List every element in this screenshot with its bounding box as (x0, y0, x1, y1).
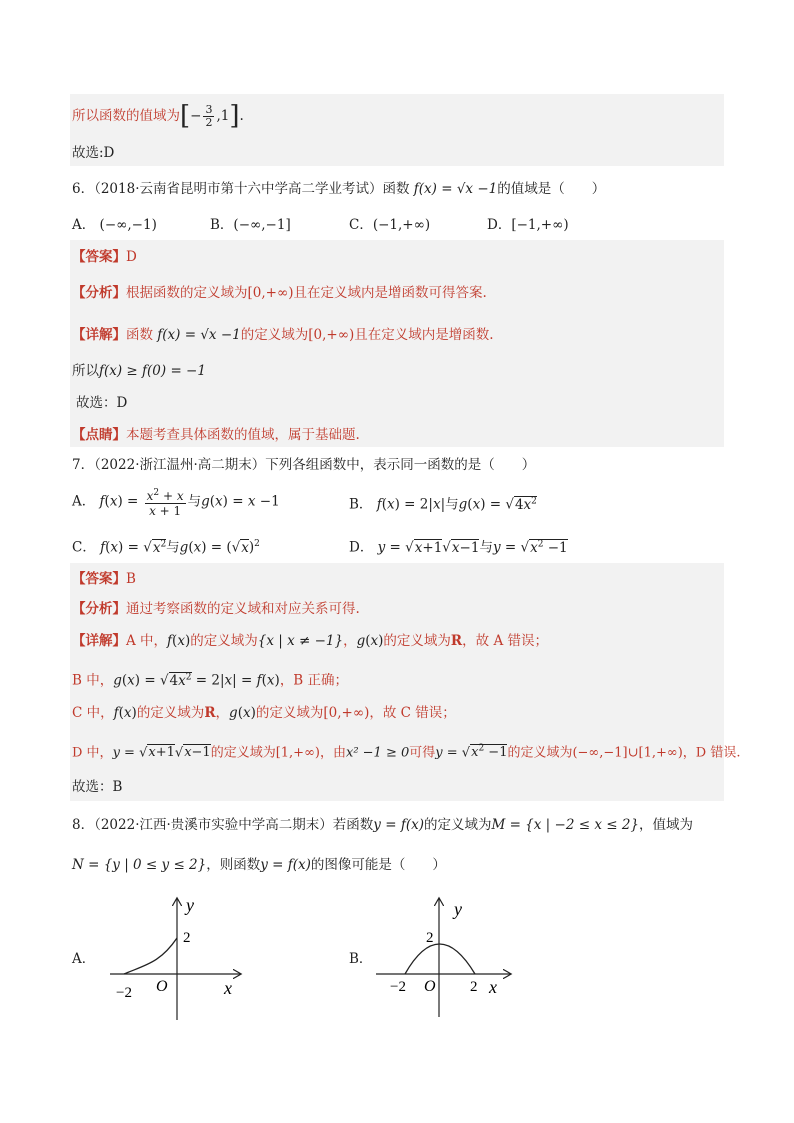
detail-text: 的定义域为[1,+∞)，由 (210, 745, 346, 761)
detail-text: 的定义域为 (383, 633, 451, 649)
detail-text: ，故 A 错误； (462, 633, 548, 649)
q6-option-a (72, 216, 157, 234)
fraction-denominator: 2 (205, 116, 213, 129)
answer-label: 【答案】 (72, 249, 126, 265)
detail-text: ， (343, 633, 357, 649)
option-label: A． (72, 217, 96, 233)
detail-text: 的定义域为(−∞,−1]∪[1,+∞)，D 错误. (507, 745, 741, 761)
origin-label: O (156, 978, 168, 995)
detail-inequality: x² −1 ≥ 0 (345, 745, 410, 761)
q7-detail-b: B 中，$g(x) = √4x^2 = 2|x| = f(x)$，B 正确； (72, 672, 349, 689)
q6-answer (72, 248, 137, 266)
range-tail: ,1 (216, 108, 230, 124)
so-math: f(x) ≥ f(0) = −1 (99, 363, 206, 379)
yu-text: 与 (166, 539, 180, 556)
prev-range-text: 所以函数的值域为 (72, 108, 180, 124)
q7-option-d: D． y = √x+1√x−1与$y = √x^2 -1$ (349, 539, 568, 556)
option-label: C． (349, 217, 373, 233)
q7-answer (72, 570, 136, 588)
q7-stem (72, 456, 535, 474)
math-expr: f (99, 493, 105, 510)
q8-function: y = f(x) (260, 857, 311, 873)
analysis-text: 根据函数的定义域为[0,+∞)且在定义域内是增函数可得答案. (126, 285, 487, 301)
q6-choice: 故选：D (76, 395, 128, 411)
origin-label: O (424, 978, 436, 995)
option-text: (−1,+∞) (372, 217, 431, 233)
q7-number: 7． (72, 457, 95, 473)
q7-option-b: B． f(x) = 2|x|与$g(x) = √4x^2$ (349, 496, 537, 513)
detail-text: A 中， (126, 633, 168, 649)
analysis-label: 【分析】 (72, 285, 126, 301)
bracket-right: ] (229, 101, 240, 131)
option-label: D． (487, 217, 512, 233)
option-text: (−∞,−1) (99, 217, 157, 233)
q8-domain-set: M = {x | −2 ≤ x ≤ 2} (491, 817, 639, 833)
detail-text: 的定义域为[0,+∞)且在定义域内是增函数. (240, 327, 494, 343)
q6-detail (72, 326, 494, 344)
q8-graph-a (100, 893, 270, 1023)
analysis-text: 通过考察函数的定义域和对应关系可得. (126, 601, 360, 617)
detail-text: 的定义域为 (190, 633, 258, 649)
q8-stem-text: （2022·江西·贵溪市实验中学高二期末）若函数 (94, 817, 374, 833)
yu-text: 与 (187, 493, 202, 510)
q8-graph-b-label: B． (349, 951, 373, 967)
tick-label-2: 2 (183, 930, 191, 946)
detail-text: ， (215, 705, 230, 721)
option-label: B． (349, 496, 373, 513)
option-label: A． (72, 493, 96, 510)
q6-option-d (487, 216, 569, 234)
q7-analysis (72, 600, 360, 618)
q7-detail-d: D 中，y = √x+1√x−1的定义域为[1,+∞)，由x² −1 ≥ 0可得$y = √x^2 -1$的定义域为(−∞,−1]∪[1,+∞)，D 错误. (72, 744, 741, 761)
option-label: D． (349, 539, 374, 556)
graph-b-curve (405, 944, 475, 974)
detail-set-r: R (450, 633, 463, 649)
y-axis-label: y (186, 895, 194, 915)
detail-text: C 中， (72, 705, 114, 721)
answer-value: B (126, 571, 136, 587)
option-label: B． (210, 217, 234, 233)
detail-set: {x | x ≠ −1} (257, 633, 344, 649)
yu-text: 与 (479, 539, 493, 556)
y-axis-label: y (454, 899, 462, 919)
x-axis-label: x (489, 977, 497, 997)
x-axis-label: x (224, 978, 232, 998)
tick-label-neg2: −2 (390, 979, 406, 995)
option-text: (−∞,−1] (233, 217, 291, 233)
q8-stem-line1 (72, 816, 693, 834)
prev-choice: 故选:D (72, 145, 115, 161)
detail-set-r: R (204, 705, 216, 721)
detail-text: B 中， (72, 672, 114, 689)
q6-comment (72, 426, 360, 444)
q7-detail-c: C 中，f(x)的定义域为R，g(x)的定义域为[0,+∞)，故 C 错误； (72, 705, 456, 721)
option-text: [−1,+∞) (511, 217, 569, 233)
q6-stem (72, 180, 605, 198)
detail-text: 的定义域为[0,+∞)，故 C 错误； (255, 705, 456, 721)
q6-so (72, 362, 206, 380)
detail-text: 可得 (409, 745, 436, 761)
q6-source: （2018·云南省昆明市第十六中学高二学业考试）函数 (94, 181, 410, 197)
q6-function: f(x) = √x −1 (413, 181, 498, 197)
detail-text: 的定义域为 (136, 705, 205, 721)
q7-option-a: A． f(x) = $\frac{x^2 + x}{x + 1}$ 与g(x) = x −1 (72, 488, 280, 518)
tick-label-2-y: 2 (426, 930, 434, 946)
q8-number: 8． (72, 817, 95, 833)
comment-text: 本题考查具体函数的值域，属于基础题. (126, 427, 360, 443)
q8-stem-text: ，则函数 (206, 857, 261, 873)
answer-label: 【答案】 (72, 571, 126, 587)
q8-stem-text: 的图像可能是（ ） (310, 857, 446, 873)
q6-option-b (210, 216, 291, 234)
q7-choice: 故选：B (72, 779, 123, 795)
q8-graph-b (372, 893, 522, 1023)
yu-text: 与 (445, 496, 459, 513)
q7-detail-a: 【详解】A 中，f(x)的定义域为{x | x ≠ −1}，g(x)的定义域为R，故 A 错误； (72, 633, 548, 649)
q8-stem-text: 的定义域为 (423, 817, 492, 833)
q6-analysis (72, 284, 487, 302)
q8-stem-text: ，值域为 (639, 817, 693, 833)
minus-sign: − (190, 108, 202, 124)
detail-label: 【详解】 (72, 633, 126, 649)
q6-option-c (349, 216, 430, 234)
q8-graph-a-label: A． (72, 951, 96, 967)
tick-label-neg2: −2 (116, 985, 132, 1001)
answer-value: D (126, 249, 137, 265)
detail-label: 【详解】 (72, 327, 126, 343)
detail-text: ，B 正确； (279, 672, 349, 689)
fraction-numerator: 3 (205, 103, 213, 116)
q8-stem-line2 (72, 856, 446, 874)
option-label: C． (72, 539, 96, 556)
fraction (203, 104, 214, 129)
range-end: . (239, 108, 244, 124)
q7-stem-text: （2022·浙江温州·高二期末）下列各组函数中，表示同一函数的是（ ） (94, 457, 536, 473)
fraction: $\frac{x^2 + x}{x + 1}$ (146, 488, 184, 518)
prev-range-line (72, 101, 244, 131)
bracket-left: [ (180, 101, 191, 131)
q8-range-set: N = {y | 0 ≤ y ≤ 2} (72, 857, 207, 873)
comment-label: 【点睛】 (72, 427, 126, 443)
detail-text: D 中， (72, 745, 113, 761)
q6-number: 6． (72, 181, 95, 197)
graph-a-curve (124, 938, 177, 974)
tick-label-2: 2 (470, 979, 478, 995)
detail-function: f(x) = √x −1 (157, 327, 241, 343)
q7-option-c: C． $f(x) = √x^2$与$g(x) = (√x)^2$ (72, 539, 260, 556)
analysis-label: 【分析】 (72, 601, 126, 617)
so-text: 所以 (72, 363, 99, 379)
q8-function: y = f(x) (373, 817, 424, 833)
q6-tail: 的值域是（ ） (497, 181, 606, 197)
detail-text: 函数 (126, 327, 153, 343)
